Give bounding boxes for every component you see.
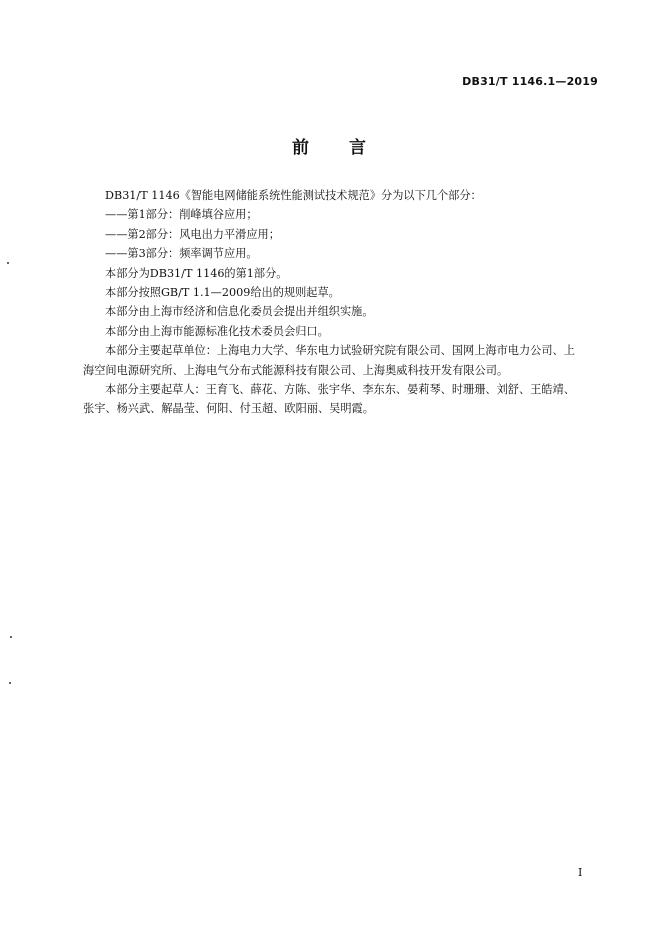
part-list-item-2: ——第2部分：风电出力平滑应用； bbox=[105, 227, 280, 241]
part-list-item-1: ——第1部分：削峰填谷应用； bbox=[105, 208, 258, 222]
scan-speck bbox=[10, 636, 12, 638]
scan-speck bbox=[9, 682, 11, 684]
intro-paragraph: DB31/T 1146《智能电网储能系统性能测试技术规范》分为以下几个部分： bbox=[105, 189, 482, 202]
drafting-rules: 本部分按照GB/T 1.1—2009给出的规则起草。 bbox=[105, 286, 340, 300]
drafting-persons: 本部分主要起草人：王育飞、薛花、方陈、张宇华、李东东、晏莉琴、时珊珊、刘舒、王皓靖、张宇、杨兴武、解晶莹、何阳、付玉超、欧阳丽、吴明霞。 bbox=[83, 383, 575, 416]
jurisdiction-statement: 本部分由上海市能源标准化技术委员会归口。 bbox=[105, 324, 329, 338]
proposer-statement: 本部分由上海市经济和信息化委员会提出并组织实施。 bbox=[105, 305, 374, 319]
foreword-body bbox=[83, 186, 583, 419]
part-list-item-3: ——第3部分：频率调节应用。 bbox=[105, 247, 258, 261]
page-title: 前言 bbox=[292, 138, 406, 158]
drafting-organizations: 本部分主要起草单位：上海电力大学、华东电力试验研究院有限公司、国网上海市电力公司、上海空间电源研究所、上海电气分布式能源科技有限公司、上海奥威科技开发有限公司。 bbox=[83, 344, 575, 377]
scan-speck bbox=[7, 262, 9, 264]
standard-code: DB31/T 1146.1—2019 bbox=[462, 75, 598, 88]
part-statement: 本部分为DB31/T 1146的第1部分。 bbox=[105, 266, 288, 280]
page-number: I bbox=[578, 866, 583, 879]
